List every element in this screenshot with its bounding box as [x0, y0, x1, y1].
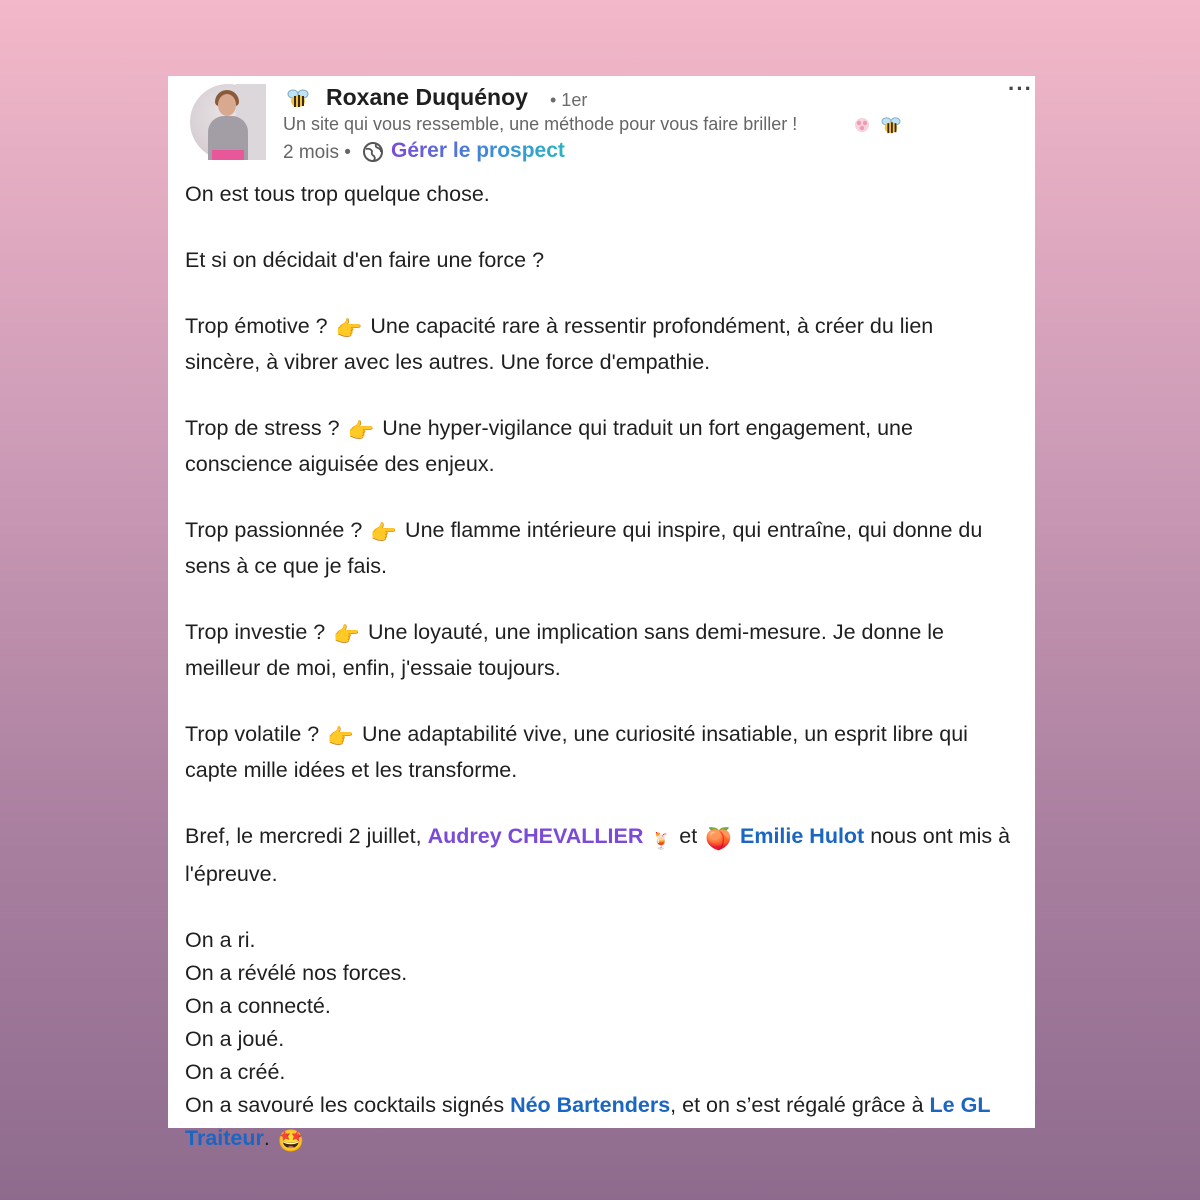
mention-le-gl-traiteur-part2[interactable]: Traiteur — [185, 1126, 264, 1150]
mention-audrey-chevallier[interactable]: Audrey CHEVALLIER — [427, 824, 644, 848]
post-paragraph: Trop de stress ? 👉 Une hyper-vigilance qui traduit un fort engagement, une conscience aiguisée des enjeux. — [185, 416, 913, 476]
bee-icon — [287, 88, 309, 108]
pointing-hand-icon: 👉 — [370, 521, 398, 545]
connection-degree: • 1er — [550, 90, 588, 110]
post-paragraph: Trop investie ? 👉 Une loyauté, une implication sans demi-mesure. Je donne le meilleur de moi, enfin, j'essaie toujours. — [185, 620, 945, 680]
pointing-hand-icon: 👉 — [335, 317, 363, 341]
post-paragraph: On a savouré les cocktails signés Néo Bartenders, et on s’est régalé grâce à Le GL Traiteur. 🤩 — [185, 1089, 1035, 1158]
manage-prospect-link[interactable]: Gérer le prospect — [391, 139, 565, 162]
peach-icon: 🍑 — [705, 827, 732, 851]
post-line: On a ri. — [185, 928, 256, 952]
bee-icon — [880, 116, 902, 134]
globe-icon — [362, 141, 384, 163]
linkedin-post-card — [168, 76, 1035, 1153]
avatar[interactable] — [190, 84, 266, 160]
pointing-hand-icon: 👉 — [327, 725, 355, 749]
mention-emilie-hulot[interactable]: Emilie Hulot — [739, 824, 865, 848]
pointing-hand-icon: 👉 — [347, 419, 375, 443]
mention-le-gl-traiteur-part1[interactable]: Le GL — [929, 1093, 991, 1117]
post-paragraph: Trop volatile ? 👉 Une adaptabilité vive, une curiosité insatiable, un esprit libre qui capte mille idées et les transforme. — [185, 722, 968, 782]
post-time: 2 mois • — [283, 142, 351, 163]
post-line: On a révélé nos forces. — [185, 961, 408, 985]
post-paragraph: Trop passionnée ? 👉 Une flamme intérieure qui inspire, qui entraîne, qui donne du sens à ce que je fais. — [185, 518, 983, 578]
more-options-icon[interactable]: ··· — [1008, 76, 1033, 101]
post-line: Et si on décidait d'en faire une force ? — [185, 248, 545, 272]
sparkle-flower-icon — [852, 116, 872, 134]
post-line: On a connecté. — [185, 994, 331, 1018]
post-paragraph: Trop émotive ? 👉 Une capacité rare à ressentir profondément, à créer du lien sincère, à vibrer avec les autres. Une force d'empathie. — [185, 314, 934, 374]
post-body — [185, 178, 1035, 1158]
post-paragraph: Bref, le mercredi 2 juillet, Audrey CHEVALLIER 🍹 et 🍑 Emilie Hulot nous ont mis à l'épreuve. — [185, 824, 1011, 886]
headline-icons — [852, 116, 902, 139]
post-line: On a créé. — [185, 1060, 286, 1084]
author-name[interactable]: Roxane Duquénoy — [326, 84, 528, 110]
star-struck-icon: 🤩 — [277, 1129, 305, 1153]
author-headline: Un site qui vous ressemble, une méthode pour vous faire briller ! — [283, 114, 798, 134]
pointing-hand-icon: 👉 — [333, 623, 360, 647]
post-line: On est tous trop quelque chose. — [185, 182, 490, 206]
post-line: On a joué. — [185, 1027, 285, 1051]
mention-neo-bartenders[interactable]: Néo Bartenders — [510, 1093, 671, 1117]
cocktail-icon: 🍹 — [651, 833, 672, 850]
